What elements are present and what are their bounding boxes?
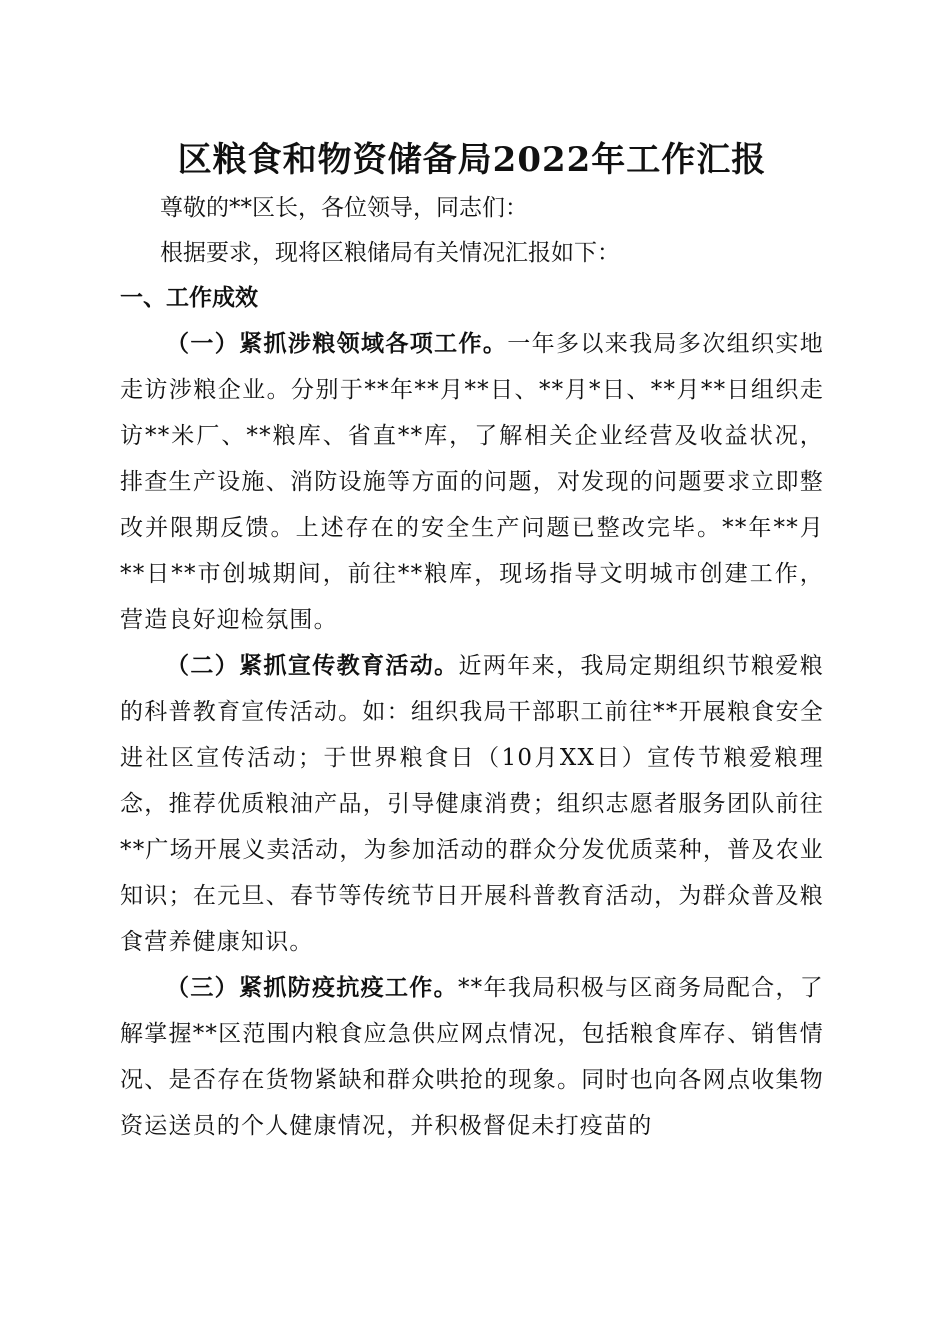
- paragraph-1: [120, 321, 824, 643]
- paragraph-2-subheading: （二）紧抓宣传教育活动。: [166, 652, 459, 679]
- salutation: 尊敬的**区长，各位领导，同志们：: [160, 195, 528, 221]
- document-page: [120, 138, 824, 1149]
- paragraph-2: [120, 643, 824, 965]
- paragraph-1-body: 一年多以来我局多次组织实地走访涉粮企业。分别于**年**月**日、**月*日、**月**日组织走访**米厂、**粮库、省直**库，了解相关企业经营及收益状况，排查生产设施、消防设施等方面的问题，对发现的问题要求立即整改并限期反馈。上述存在的安全生产问题已整改完毕。**年**月**日**市创城期间，前往**粮库，现场指导文明城市创建工作，营造良好迎检氛围。: [120, 331, 824, 633]
- paragraph-3: [120, 965, 824, 1149]
- paragraph-2-body: 近两年来，我局定期组织节粮爱粮的科普教育宣传活动。如：组织我局干部职工前往**开展粮食安全进社区宣传活动；于世界粮食日（10月XX日）宣传节粮爱粮理念，推荐优质粮油产品，引导健康消费；组织志愿者服务团队前往**广场开展义卖活动，为参加活动的群众分发优质菜种，普及农业知识；在元旦、春节等传统节日开展科普教育活动，为群众普及粮食营养健康知识。: [120, 653, 825, 955]
- section-heading: 一、工作成效: [120, 285, 258, 311]
- paragraph-3-subheading: （三）紧抓防疫抗疫工作。: [166, 974, 458, 1001]
- paragraph-1-subheading: （一）紧抓涉粮领域各项工作。: [166, 330, 508, 357]
- paragraph-3-body: **年我局积极与区商务局配合，了解掌握**区范围内粮食应急供应网点情况，包括粮食库存、销售情况、是否存在货物紧缺和群众哄抢的现象。同时也向各网点收集物资运送员的个人健康情况，并积极督促未打疫苗的: [120, 975, 824, 1139]
- intro-line: 根据要求，现将区粮储局有关情况汇报如下：: [160, 240, 620, 266]
- document-title: 区粮食和物资储备局2022年工作汇报: [177, 140, 767, 180]
